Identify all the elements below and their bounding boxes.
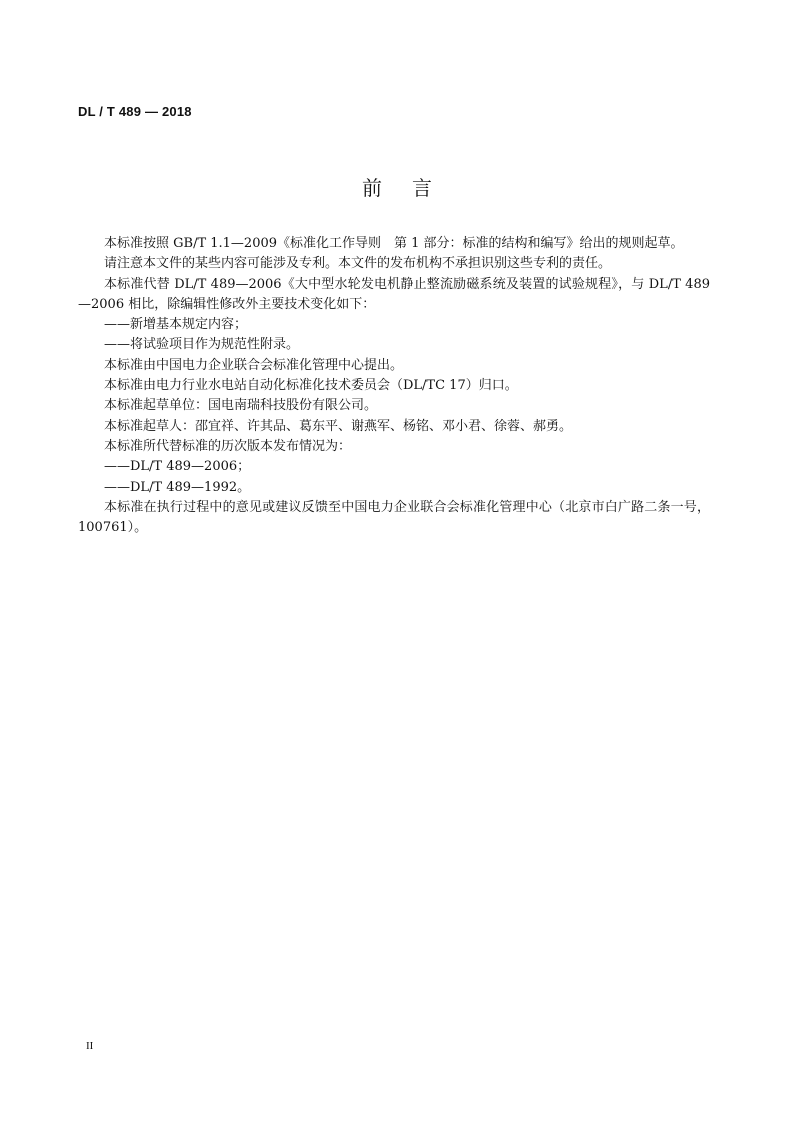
paragraph-proposed-by: 本标准由中国电力企业联合会标准化管理中心提出。 <box>104 357 404 373</box>
paragraph-centralized-by: 本标准由电力行业水电站自动化标准化技术委员会（DL/TC 17）归口。 <box>104 378 518 394</box>
paragraph-drafting-unit: 本标准起草单位：国电南瑞科技股份有限公司。 <box>104 398 378 414</box>
paragraph-drafters: 本标准起草人：邵宜祥、许其品、葛东平、谢燕军、杨铭、邓小君、徐蓉、郝勇。 <box>104 418 573 434</box>
change-item-2: ——将试验项目作为规范性附录。 <box>104 337 300 353</box>
foreword-body <box>78 234 710 538</box>
paragraph-drafting-rules: 本标准按照 GB/T 1.1—2009《标准化工作导则 第 1 部分：标准的结构和编写》给出的规则起草。 <box>104 236 684 251</box>
paragraph-feedback: 本标准在执行过程中的意见或建议反馈至中国电力企业联合会标准化管理中心（北京市白广路二条一号，100761）。 <box>78 499 710 536</box>
paragraph-history-intro: 本标准所代替标准的历次版本发布情况为： <box>104 438 352 454</box>
page-number: II <box>86 1040 94 1052</box>
paragraph-patent-notice: 请注意本文件的某些内容可能涉及专利。本文件的发布机构不承担识别这些专利的责任。 <box>104 256 612 272</box>
history-item-2: ——DL/T 489—1992。 <box>104 479 251 495</box>
document-code: DL / T 489 — 2018 <box>78 104 192 119</box>
page-title: 前言 <box>362 176 462 200</box>
paragraph-replaces: 本标准代替 DL/T 489—2006《大中型水轮发电机静止整流励磁系统及装置的试验规程》，与 DL/T 489—2006 相比，除编辑性修改外主要技术变化如下： <box>78 276 710 312</box>
history-item-1: ——DL/T 489—2006； <box>104 459 251 475</box>
change-item-1: ——新增基本规定内容； <box>104 317 248 333</box>
